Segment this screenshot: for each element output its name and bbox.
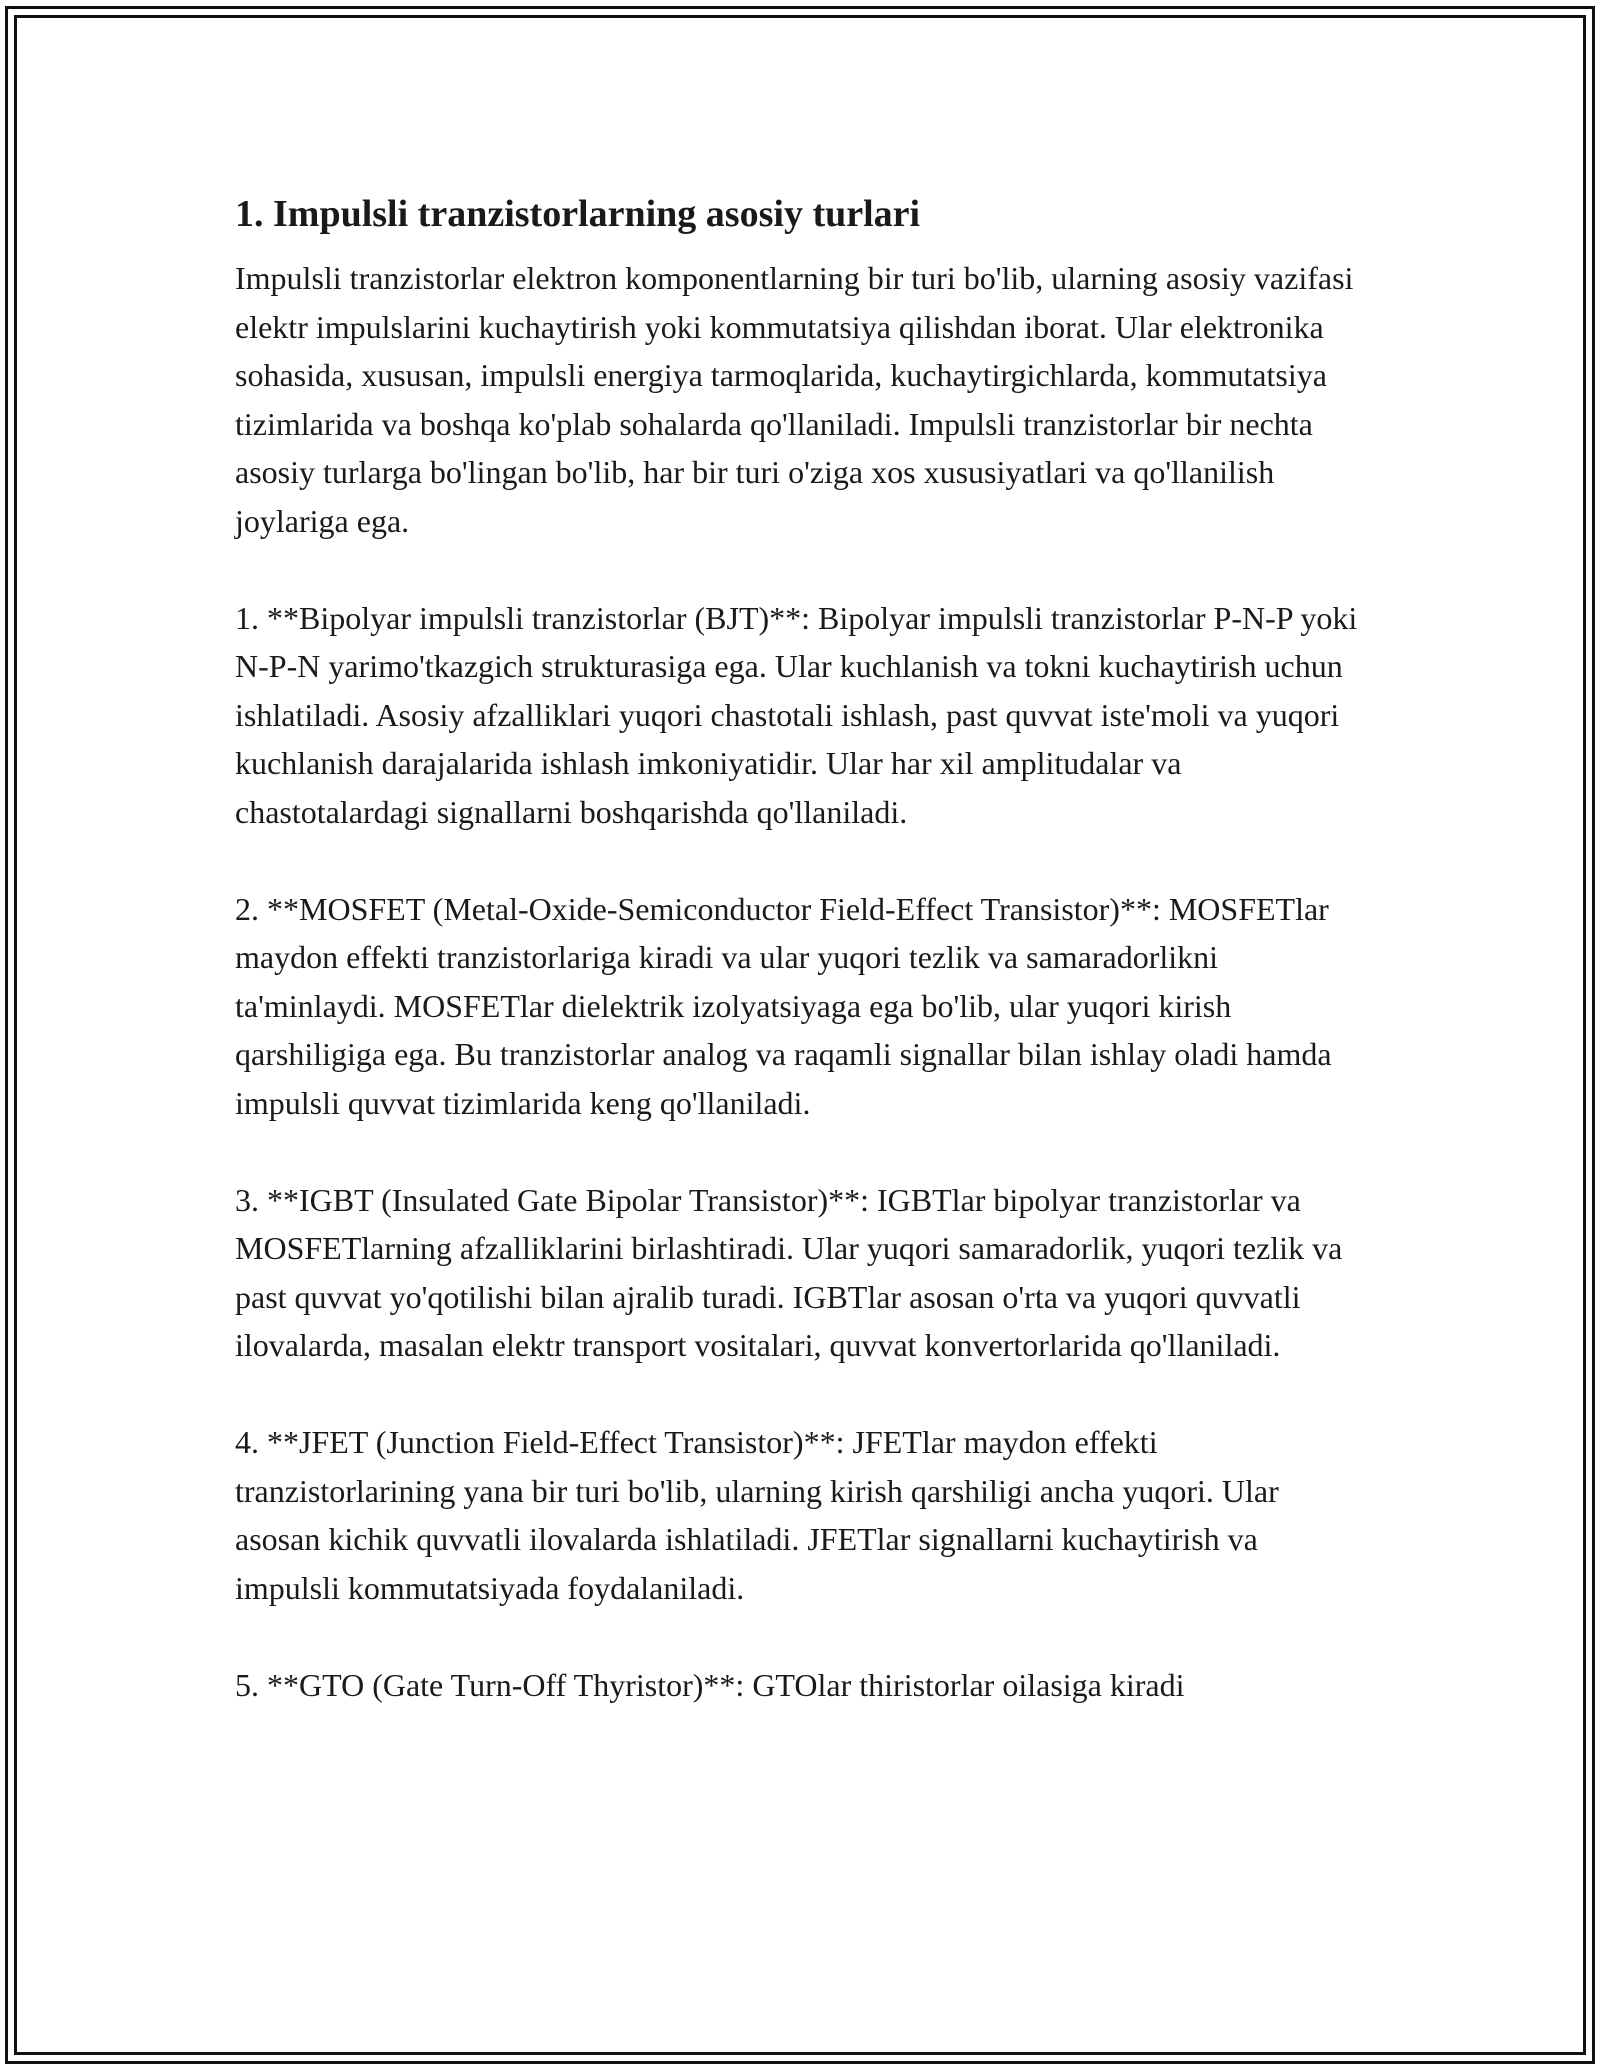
document-body: [235, 186, 1365, 1758]
jfet-paragraph: 4. **JFET (Junction Field-Effect Transistor)**: JFETlar maydon effekti tranzistorlarining yana bir turi bo'lib, ularning kirish qarshiligi ancha yuqori. Ular asosan kichik quvvatli ilovalarda ishlatiladi. JFETlar signallarni kuchaytirish va impulsli kommutatsiyada foydalaniladi.: [235, 1424, 1279, 1606]
mosfet-paragraph: 2. **MOSFET (Metal-Oxide-Semiconductor Field-Effect Transistor)**: MOSFETlar maydon effekti tranzistorlariga kiradi va ular yuqori tezlik va samaradorlikni ta'minlaydi. MOSFETlar dielektrik izolyatsiyaga ega bo'lib, ular yuqori kirish qarshiligiga ega. Bu tranzistorlar analog va raqamli signallar bilan ishlay oladi hamda impulsli quvvat tizimlarida keng qo'llaniladi.: [235, 890, 1332, 1121]
intro-paragraph: Impulsli tranzistorlar elektron komponentlarning bir turi bo'lib, ularning asosiy vazifasi elektr impulslarini kuchaytirish yoki kommutatsiya qilishdan iborat. Ular elektronika sohasida, xususan, impulsli energiya tarmoqlarida, kuchaytirgichlarda, kommutatsiya tizimlarida va boshqa ko'plab sohalarda qo'llaniladi. Impulsli tranzistorlar bir nechta asosiy turlarga bo'lingan bo'lib, har bir turi o'ziga xos xususiyatlari va qo'llanilish joylariga ega.: [235, 260, 1354, 539]
gto-paragraph: 5. **GTO (Gate Turn-Off Thyristor)**: GTOlar thiristorlar oilasiga kiradi: [235, 1666, 1185, 1703]
bjt-paragraph: 1. **Bipolyar impulsli tranzistorlar (BJT)**: Bipolyar impulsli tranzistorlar P-N-P yoki N-P-N yarimo'tkazgich strukturasiga ega. Ular kuchlanish va tokni kuchaytirish uchun ishlatiladi. Asosiy afzalliklari yuqori chastotali ishlash, past quvvat iste'moli va yuqori kuchlanish darajalarida ishlash imkoniyatidir. Ular har xil amplitudalar va chastotalardagi signallarni boshqarishda qo'llaniladi.: [235, 599, 1358, 830]
igbt-paragraph: 3. **IGBT (Insulated Gate Bipolar Transistor)**: IGBTlar bipolyar tranzistorlar va MOSFETlarning afzalliklarini birlashtiradi. Ular yuqori samaradorlik, yuqori tezlik va past quvvat yo'qotilishi bilan ajralib turadi. IGBTlar asosan o'rta va yuqori quvvatli ilovalarda, masalan elektr transport vositalari, quvvat konvertorlarida qo'llaniladi.: [235, 1181, 1343, 1363]
section-heading: 1. Impulsli tranzistorlarning asosiy turlari: [235, 193, 921, 235]
